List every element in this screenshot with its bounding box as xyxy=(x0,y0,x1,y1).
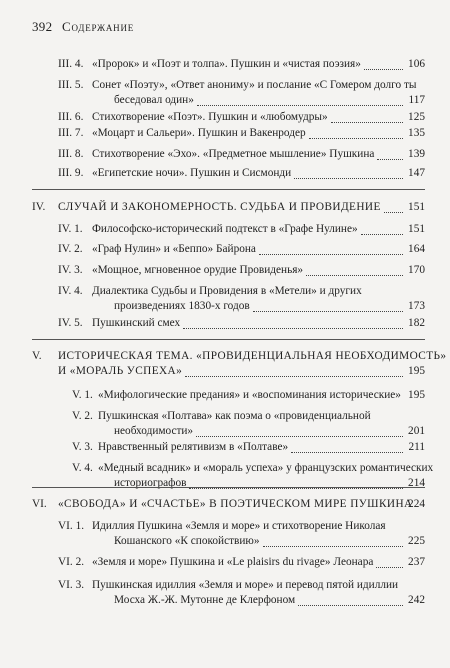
toc-entry-v-1[interactable]: V. 1. «Мифологические предания» и «воспоминания исторические» 195 xyxy=(72,389,425,401)
page-ref: 195 xyxy=(408,365,425,377)
page-ref: 147 xyxy=(408,167,425,179)
page-ref: 225 xyxy=(408,535,425,547)
page-ref: 195 xyxy=(408,389,425,401)
toc-entry-iii-8[interactable]: III. 8. Стихотворение «Эхо». «Предметное мышление» Пушкина 139 xyxy=(58,148,425,160)
toc-entry-iv-5[interactable]: IV. 5. Пушкинский смех 182 xyxy=(58,317,425,329)
page-number: 392 xyxy=(32,19,53,34)
section-divider xyxy=(32,339,425,340)
toc-entry-iv-2[interactable]: IV. 2. «Граф Нулин» и «Беппо» Байрона 164 xyxy=(58,243,425,255)
page-ref: 164 xyxy=(408,243,425,255)
page-ref: 242 xyxy=(408,594,425,606)
toc-entry-v-3[interactable]: V. 3. Нравственный релятивизм в «Полтаве» 211 xyxy=(72,441,425,453)
page-ref: 135 xyxy=(408,127,425,139)
page-ref: 201 xyxy=(408,425,425,437)
toc-chapter-iv[interactable]: IV. СЛУЧАЙ И ЗАКОНОМЕРНОСТЬ. СУДЬБА И ПРОВИДЕНИЕ 151 xyxy=(32,201,425,213)
toc-entry-iii-7[interactable]: III. 7. «Моцарт и Сальери». Пушкин и Вакенродер 135 xyxy=(58,127,425,139)
toc-entry-vi-2[interactable]: VI. 2. «Земля и море» Пушкина и «Le plaisirs du rivage» Леонара 237 xyxy=(58,556,425,568)
toc-entry-iv-4[interactable]: IV. 4. Диалектика Судьбы и Провидения в «Метели» и других произведениях 1830-х годов 173 xyxy=(58,285,425,312)
toc-entry-vi-1[interactable]: VI. 1. Идиллия Пушкина «Земля и море» и стихотворение Николая Кошанского «К спокойствию» 225 xyxy=(58,520,425,547)
page-ref: 151 xyxy=(408,223,425,235)
toc-entry-vi-3[interactable]: VI. 3. Пушкинская идиллия «Земля и море» и перевод пятой идиллии Мосха Ж.-Ж. Мутонне де Клерфоном 242 xyxy=(58,579,425,606)
toc-chapter-v[interactable]: V. ИСТОРИЧЕСКАЯ ТЕМА. «ПРОВИДЕНЦИАЛЬНАЯ НЕОБХОДИМОСТЬ» И «МОРАЛЬ УСПЕХА» 195 xyxy=(32,350,447,377)
toc-entry-iv-3[interactable]: IV. 3. «Мощное, мгновенное орудие Провиденья» 170 xyxy=(58,264,425,276)
page-ref: 182 xyxy=(408,317,425,329)
toc-entry-iii-9[interactable]: III. 9. «Египетские ночи». Пушкин и Сисмонди 147 xyxy=(58,167,425,179)
page-ref: 125 xyxy=(408,111,425,123)
page-ref: 224 xyxy=(408,498,425,510)
toc-entry-iii-6[interactable]: III. 6. Стихотворение «Поэт». Пушкин и «любомудры» 125 xyxy=(58,111,425,123)
page-ref: 170 xyxy=(408,264,425,276)
toc-entry-iii-5[interactable]: III. 5. Сонет «Поэту», «Ответ анониму» и послание «С Гомером долго ты беседовал один» 117 xyxy=(58,79,425,106)
page-ref: 106 xyxy=(408,58,425,70)
page-ref: 214 xyxy=(408,477,425,489)
page-ref: 173 xyxy=(408,300,425,312)
running-title: Содержание xyxy=(61,19,135,34)
section-divider xyxy=(32,189,425,190)
toc-entry-iv-1[interactable]: IV. 1. Философско-исторический подтекст в «Графе Нулине» 151 xyxy=(58,223,425,235)
section-divider xyxy=(32,487,425,488)
toc-chapter-vi[interactable]: VI. «СВОБОДА» И «СЧАСТЬЕ» В ПОЭТИЧЕСКОМ МИРЕ ПУШКИНА 224 xyxy=(32,498,425,510)
page-ref: 117 xyxy=(408,94,425,106)
page-ref: 139 xyxy=(408,148,425,160)
page-ref: 237 xyxy=(408,556,425,568)
toc-entry-v-4[interactable]: V. 4. «Медный всадник» и «мораль успеха» у французских романтических историографов 214 xyxy=(72,462,434,489)
page-header xyxy=(32,19,134,35)
page-ref: 211 xyxy=(408,441,425,453)
toc-entry-iii-4[interactable]: III. 4. «Пророк» и «Поэт и толпа». Пушкин и «чистая поэзия» 106 xyxy=(58,58,425,70)
page-ref: 151 xyxy=(408,201,425,213)
toc-entry-v-2[interactable]: V. 2. Пушкинская «Полтава» как поэма о «провиденциальной необходимости» 201 xyxy=(72,410,425,437)
